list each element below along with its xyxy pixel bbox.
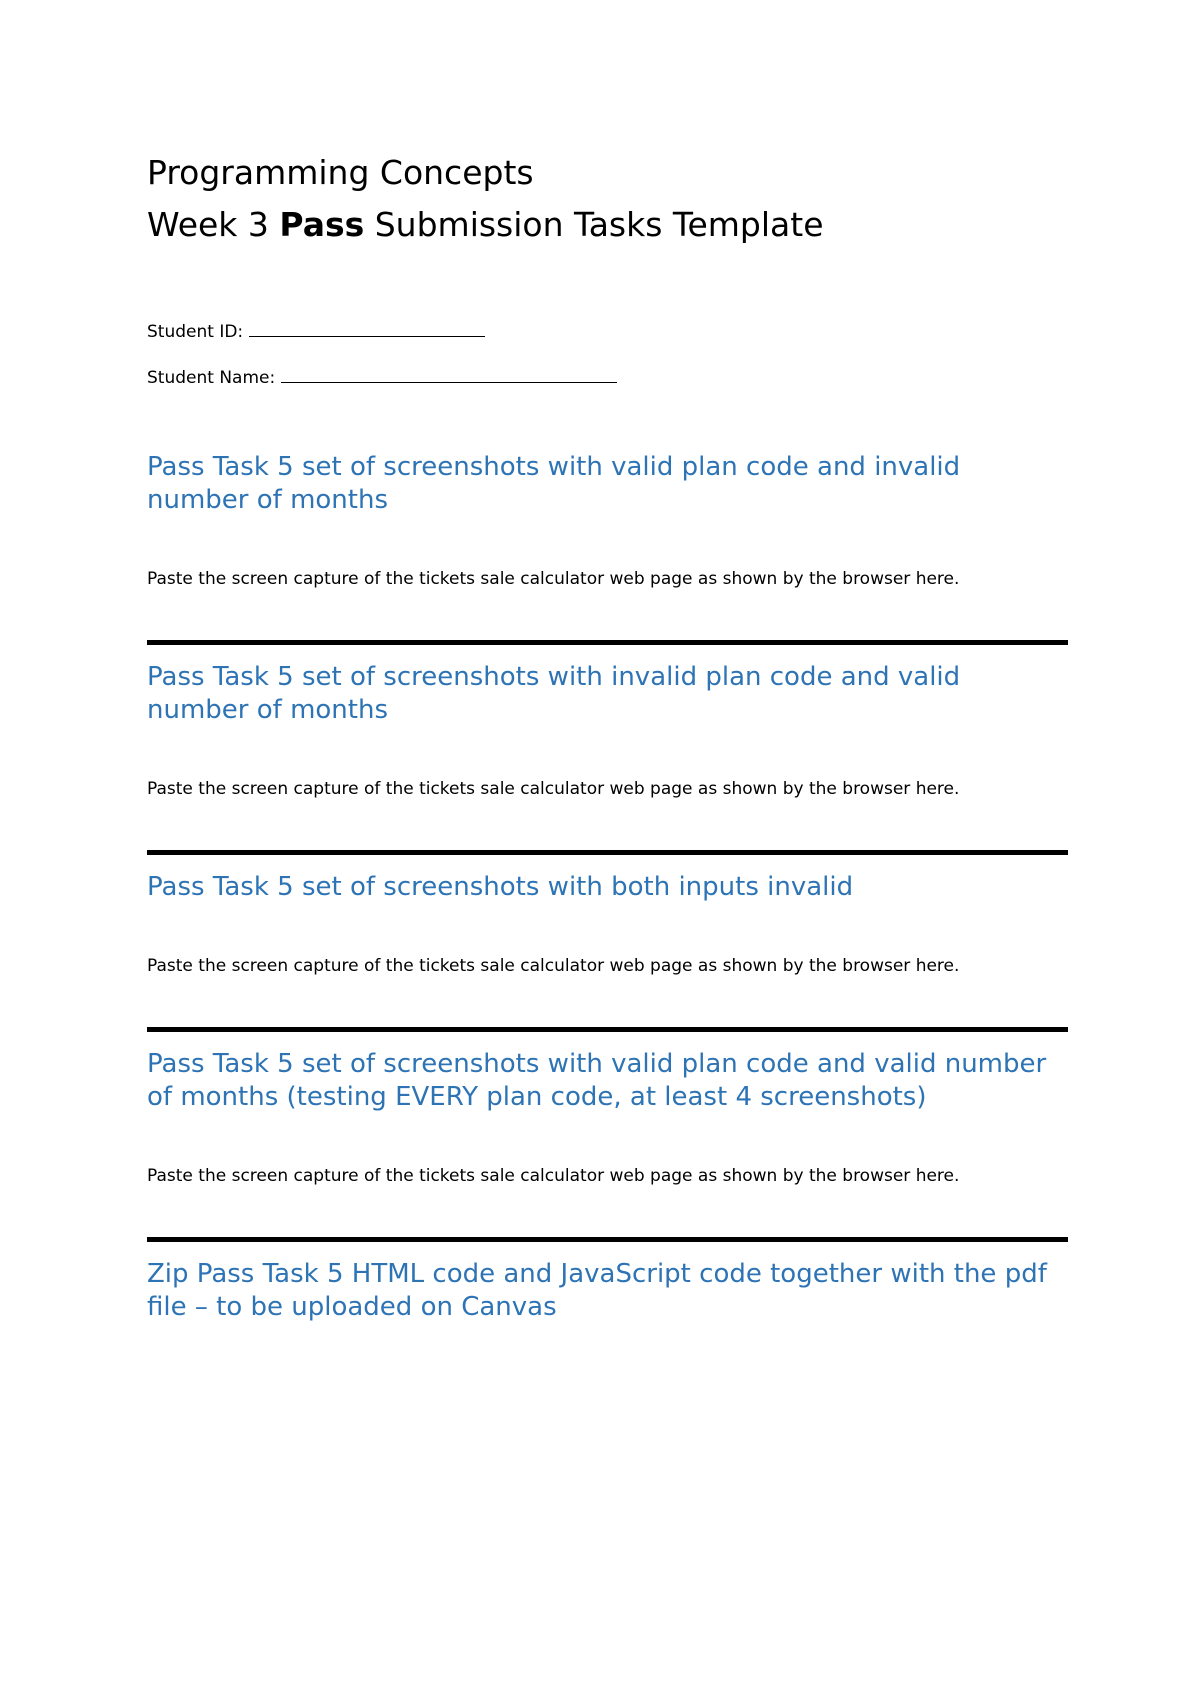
section-heading: Pass Task 5 set of screenshots with invalid plan code and valid number of months [147, 662, 961, 725]
section-instruction: Paste the screen capture of the tickets sale calculator web page as shown by the browser here. [147, 956, 960, 976]
student-id-blank[interactable] [249, 318, 485, 337]
student-name-label: Student Name: [147, 368, 276, 388]
section-heading: Pass Task 5 set of screenshots with valid plan code and valid number of months (testing EVERY plan code, at least 4 screenshots) [147, 1049, 1047, 1112]
student-name-blank[interactable] [281, 364, 617, 383]
section-heading: Pass Task 5 set of screenshots with both inputs invalid [147, 872, 854, 902]
subtitle-suffix: Submission Tasks Template [364, 205, 824, 244]
section-instruction: Paste the screen capture of the tickets sale calculator web page as shown by the browser here. [147, 569, 960, 589]
student-id-field [147, 318, 485, 343]
document-subtitle [147, 205, 824, 245]
section-divider [147, 850, 1068, 855]
section-instruction: Paste the screen capture of the tickets sale calculator web page as shown by the browser here. [147, 1166, 960, 1186]
subtitle-prefix: Week 3 [147, 205, 280, 244]
section-divider [147, 1237, 1068, 1242]
student-id-label: Student ID: [147, 322, 244, 342]
student-name-field [147, 364, 617, 389]
section-divider [147, 1027, 1068, 1032]
document-title: Programming Concepts [147, 153, 534, 192]
section-divider [147, 640, 1068, 645]
final-heading: Zip Pass Task 5 HTML code and JavaScript code together with the pdf file – to be uploaded on Canvas [147, 1259, 1047, 1322]
subtitle-bold: Pass [279, 205, 365, 244]
section-heading: Pass Task 5 set of screenshots with valid plan code and invalid number of months [147, 452, 961, 515]
section-instruction: Paste the screen capture of the tickets sale calculator web page as shown by the browser here. [147, 779, 960, 799]
